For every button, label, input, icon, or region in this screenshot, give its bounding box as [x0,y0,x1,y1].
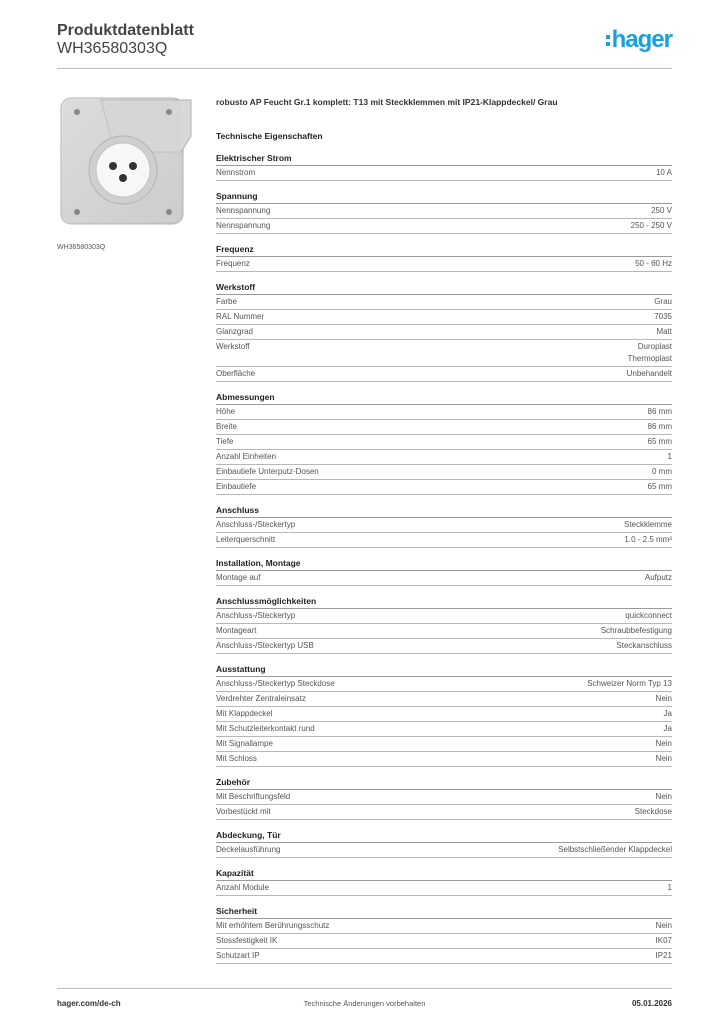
spec-label: Leiterquerschnitt [216,535,276,544]
spec-row [216,310,672,325]
spec-value: Matt [656,327,672,336]
logo-text: hager [611,26,672,53]
spec-label: Anschluss-/Steckertyp USB [216,641,314,650]
spec-row [216,722,672,737]
spec-row [216,450,672,465]
page-header [57,22,672,69]
spec-value: quickconnect [625,611,672,620]
spec-label: Vorbestückt mit [216,807,271,816]
group-title: Anschlussmöglichkeiten [216,594,672,609]
group-title: Zubehör [216,775,672,790]
spec-row [216,692,672,707]
group-title: Abdeckung, Tür [216,828,672,843]
footer-date: 05.01.2026 [631,999,672,1008]
spec-row [216,435,672,450]
spec-label: Anzahl Module [216,883,269,892]
spec-value: Duroplast Thermoplast [627,342,672,363]
spec-row [216,480,672,495]
spec-group [216,503,672,548]
spec-row [216,949,672,964]
spec-value: 250 V [651,206,672,215]
spec-row [216,805,672,820]
spec-row [216,219,672,234]
spec-value: Selbstschließender Klappdeckel [558,845,672,854]
spec-label: Höhe [216,407,236,416]
spec-label: Frequenz [216,259,250,268]
spec-value: Grau [654,297,672,306]
spec-row [216,737,672,752]
spec-group [216,828,672,858]
spec-value: 10 A [655,168,672,177]
spec-value: Nein [655,739,672,748]
spec-value: Nein [655,694,672,703]
group-title: Frequenz [216,242,672,257]
article-number: WH36580303Q [57,40,168,57]
spec-value: Steckdose [634,807,672,816]
spec-value: 65 mm [647,437,672,446]
group-title: Installation, Montage [216,556,672,571]
spec-label: Stossfestigkeit IK [216,936,278,945]
spec-value: Ja [663,709,672,718]
spec-row [216,609,672,624]
spec-row [216,257,672,272]
footer-website: hager.com/de-ch [57,999,121,1008]
spec-row [216,843,672,858]
spec-group [216,242,672,272]
spec-value: Nein [655,792,672,801]
spec-row [216,677,672,692]
spec-value: Unbehandelt [626,369,672,378]
spec-value: 65 mm [647,482,672,491]
spec-group [216,594,672,654]
spec-value: 1.0 - 2.5 mm² [624,535,672,544]
spec-group [216,556,672,586]
spec-label: Anzahl Einheiten [216,452,277,461]
product-description: robusto AP Feucht Gr.1 komplett: T13 mit Steckklemmen mit IP21-Klappdeckel/ Grau [216,97,558,107]
socket-outlet-image [57,92,205,238]
spec-groups [216,151,672,964]
spec-value: 1 [667,452,672,461]
spec-row [216,790,672,805]
group-title: Elektrischer Strom [216,151,672,166]
spec-value: Nein [655,754,672,763]
spec-row [216,934,672,949]
spec-row [216,325,672,340]
spec-row [216,405,672,420]
group-title: Werkstoff [216,280,672,295]
spec-value: 0 mm [652,467,672,476]
spec-value: 250 - 250 V [630,221,672,230]
group-title: Spannung [216,189,672,204]
spec-group [216,662,672,767]
spec-row [216,420,672,435]
spec-label: Mit Beschriftungsfeld [216,792,291,801]
group-title: Ausstattung [216,662,672,677]
spec-label: Anschluss-/Steckertyp [216,520,296,529]
spec-row [216,919,672,934]
spec-label: Nennspannung [216,206,271,215]
spec-row [216,340,672,367]
spec-label: Glanzgrad [216,327,253,336]
spec-label: Verdrehter Zentraleinsatz [216,694,306,703]
spec-value: IK07 [655,936,672,945]
spec-row [216,533,672,548]
spec-label: Montageart [216,626,257,635]
spec-label: Schutzart IP [216,951,260,960]
spec-group [216,189,672,234]
spec-label: Farbe [216,297,237,306]
spec-row [216,367,672,382]
spec-row [216,166,672,181]
spec-value: Steckanschluss [616,641,672,650]
image-caption: WH36580303Q [57,244,106,251]
spec-row [216,518,672,533]
logo-mark-icon [606,35,610,46]
spec-value: 50 - 60 Hz [635,259,672,268]
spec-label: Mit Signallampe [216,739,273,748]
spec-value: Ja [663,724,672,733]
spec-label: Breite [216,422,237,431]
spec-label: Mit Schutzleiterkontakt rund [216,724,315,733]
spec-row [216,624,672,639]
spec-row [216,465,672,480]
section-title: Technische Eigenschaften [216,131,323,141]
spec-label: Oberfläche [216,369,256,378]
spec-value: Schraubbefestigung [600,626,672,635]
spec-group [216,151,672,181]
spec-group [216,866,672,896]
spec-value: 86 mm [647,422,672,431]
spec-label: Anschluss-/Steckertyp Steckdose [216,679,335,688]
spec-row [216,571,672,586]
spec-row [216,639,672,654]
spec-row [216,295,672,310]
spec-value: 86 mm [647,407,672,416]
spec-row [216,707,672,722]
spec-row [216,204,672,219]
page-footer [57,988,672,1015]
document-title: Produktdatenblatt [57,22,194,39]
spec-value: Schweizer Norm Typ 13 [587,679,672,688]
spec-value: Aufputz [644,573,672,582]
spec-label: Mit Klappdeckel [216,709,273,718]
spec-value: 1 [667,883,672,892]
spec-content [216,95,672,964]
spec-group [216,390,672,495]
spec-label: Deckelausführung [216,845,281,854]
spec-label: Werkstoff [216,342,250,351]
spec-label: Einbautiefe Unterputz-Dosen [216,467,319,476]
group-title: Anschluss [216,503,672,518]
hager-logo [606,28,672,52]
spec-value: IP21 [655,951,672,960]
spec-row [216,881,672,896]
spec-value: Steckklemme [623,520,672,529]
group-title: Abmessungen [216,390,672,405]
spec-row [216,752,672,767]
spec-value: 7035 [654,312,672,321]
spec-group [216,904,672,964]
spec-value: Nein [655,921,672,930]
spec-label: Einbautiefe [216,482,257,491]
spec-label: Mit Schloss [216,754,257,763]
spec-label: Nennstrom [216,168,256,177]
spec-label: Anschluss-/Steckertyp [216,611,296,620]
group-title: Sicherheit [216,904,672,919]
spec-label: Montage auf [216,573,261,582]
spec-label: Mit erhöhtem Berührungsschutz [216,921,330,930]
spec-label: RAL Nummer [216,312,265,321]
group-title: Kapazität [216,866,672,881]
spec-label: Tiefe [216,437,234,446]
spec-group [216,775,672,820]
footer-note: Technische Änderungen vorbehalten [303,999,426,1008]
spec-group [216,280,672,382]
spec-label: Nennspannung [216,221,271,230]
